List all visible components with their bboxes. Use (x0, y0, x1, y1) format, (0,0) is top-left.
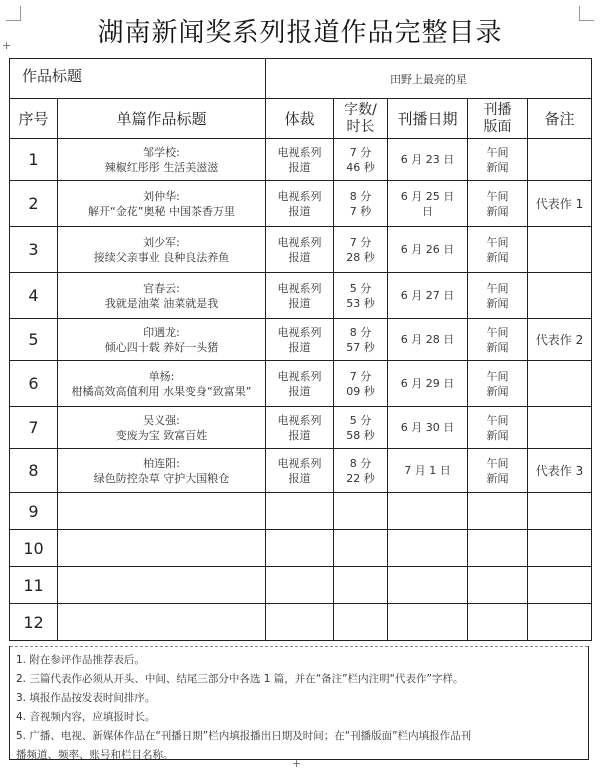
row-title[interactable] (58, 181, 266, 227)
row-seq[interactable]: 10 (10, 530, 58, 567)
row-title[interactable] (58, 139, 266, 181)
row-date-line1: 6 月 27 日 (400, 289, 455, 302)
row-date-line1: 6 月 28 日 (400, 333, 455, 346)
row-length-line2: 57 秒 (346, 340, 375, 354)
row-title-line2: 辣椒红彤彤 生活美滋滋 (104, 160, 219, 174)
row-slot[interactable] (468, 567, 528, 604)
row-title-line2: 接续父亲事业 良种良法养鱼 (93, 250, 230, 264)
header-row (10, 99, 592, 139)
row-genre[interactable] (266, 407, 334, 449)
row-slot[interactable] (468, 273, 528, 319)
row-length[interactable] (334, 604, 388, 641)
row-genre[interactable] (266, 449, 334, 493)
table-add-row-icon[interactable]: + (292, 757, 302, 770)
work-title-row (10, 59, 592, 99)
row-length[interactable] (334, 407, 388, 449)
note-line: 1. 附在参评作品推荐表后。 (16, 654, 145, 666)
row-slot[interactable] (468, 361, 528, 407)
catalog-table (9, 58, 592, 641)
row-date-line1: 6 月 25 日 (400, 189, 455, 203)
row-slot-line1: 午间 (486, 456, 509, 470)
table-move-handle-icon[interactable]: + (2, 39, 12, 52)
table-row (10, 273, 592, 319)
row-seq[interactable]: 2 (10, 181, 58, 227)
row-genre-line2: 报道 (288, 384, 311, 398)
row-remark[interactable] (528, 227, 592, 273)
note-line: 4. 音视频内容，应填报时长。 (16, 711, 156, 723)
header-remark: 备注 (528, 99, 592, 139)
row-length-line2: 53 秒 (346, 296, 375, 310)
row-remark[interactable]: 代表作 1 (528, 181, 592, 227)
row-remark[interactable]: 代表作 3 (528, 449, 592, 493)
row-length-line2: 28 秒 (346, 250, 375, 264)
header-slot-line2: 版面 (483, 118, 512, 135)
row-genre[interactable] (266, 227, 334, 273)
row-length[interactable] (334, 361, 388, 407)
row-length-line1: 5 分 (349, 281, 372, 295)
header-slot-line1: 刊播 (483, 101, 512, 118)
row-date-line1: 7 月 1 日 (404, 464, 451, 477)
table-row (10, 227, 592, 273)
row-length[interactable] (334, 449, 388, 493)
row-title[interactable] (58, 407, 266, 449)
row-genre[interactable] (266, 567, 334, 604)
page-title: 湖南新闻奖系列报道作品完整目录 (97, 18, 503, 48)
row-slot-line2: 新闻 (486, 250, 509, 264)
row-remark[interactable] (528, 604, 592, 641)
row-date-line1: 6 月 30 日 (400, 421, 455, 434)
row-title-line1: 吴义强: (143, 413, 180, 427)
row-slot[interactable] (468, 604, 528, 641)
table-resize-handle[interactable] (591, 398, 599, 410)
row-slot[interactable] (468, 181, 528, 227)
row-genre-line1: 电视系列 (277, 325, 322, 339)
header-piece-title: 单篇作品标题 (58, 99, 266, 139)
table-row (10, 361, 592, 407)
row-length[interactable] (334, 227, 388, 273)
note-line: 播频道、频率、账号和栏目名称。 (16, 749, 174, 761)
row-genre-line2: 报道 (288, 160, 311, 174)
row-seq[interactable]: 3 (10, 227, 58, 273)
note-line: 3. 填报作品按发表时间排序。 (16, 692, 156, 704)
row-genre[interactable] (266, 181, 334, 227)
row-length[interactable] (334, 181, 388, 227)
row-date[interactable] (388, 493, 468, 530)
row-remark[interactable] (528, 273, 592, 319)
row-genre-line1: 电视系列 (277, 145, 322, 159)
row-seq[interactable]: 5 (10, 319, 58, 361)
row-length-line2: 22 秒 (346, 471, 375, 485)
row-genre-line2: 报道 (288, 296, 311, 310)
work-title-label: 作品标题 (22, 67, 83, 85)
row-genre-line1: 电视系列 (277, 189, 322, 203)
row-title[interactable] (58, 530, 266, 567)
row-date[interactable] (388, 139, 468, 181)
row-seq[interactable]: 4 (10, 273, 58, 319)
row-slot[interactable] (468, 530, 528, 567)
row-seq[interactable]: 11 (10, 567, 58, 604)
row-title[interactable] (58, 449, 266, 493)
header-seq: 序号 (10, 99, 58, 139)
row-slot-line1: 午间 (486, 413, 509, 427)
table-row (10, 139, 592, 181)
table-row-empty (10, 604, 592, 641)
row-title-line2: 柑橘高效高值利用 水果变身“致富果” (71, 384, 252, 398)
row-length-line2: 7 秒 (349, 204, 372, 218)
row-slot[interactable] (468, 449, 528, 493)
notes-divider (10, 646, 588, 647)
row-remark[interactable]: 代表作 2 (528, 319, 592, 361)
row-slot-line1: 午间 (486, 235, 509, 249)
row-date-line1: 6 月 29 日 (400, 377, 455, 390)
row-length-line1: 8 分 (349, 456, 372, 470)
row-slot-line2: 新闻 (486, 204, 509, 218)
row-slot[interactable] (468, 407, 528, 449)
row-title-line2: 我就是油菜 油菜就是我 (104, 296, 219, 310)
row-genre-line1: 电视系列 (277, 413, 322, 427)
row-seq[interactable]: 6 (10, 361, 58, 407)
row-title[interactable] (58, 604, 266, 641)
row-length[interactable] (334, 567, 388, 604)
notes-section (9, 646, 589, 760)
row-length-line1: 7 分 (349, 369, 372, 383)
row-length[interactable] (334, 273, 388, 319)
row-remark[interactable] (528, 407, 592, 449)
row-title[interactable] (58, 493, 266, 530)
work-title-label-cell (10, 59, 266, 99)
row-date-line2: 日 (422, 204, 434, 218)
row-slot[interactable] (468, 227, 528, 273)
row-title[interactable] (58, 361, 266, 407)
row-title-line1: 官春云: (143, 281, 180, 295)
row-slot-line1: 午间 (486, 281, 509, 295)
row-date[interactable] (388, 604, 468, 641)
row-date[interactable] (388, 407, 468, 449)
row-slot-line2: 新闻 (486, 384, 509, 398)
row-length-line1: 8 分 (349, 325, 372, 339)
row-title-line1: 柏连阳: (143, 456, 180, 470)
table-row (10, 319, 592, 361)
row-length-line1: 8 分 (349, 189, 372, 203)
row-genre[interactable] (266, 361, 334, 407)
row-date[interactable] (388, 361, 468, 407)
row-seq[interactable]: 1 (10, 139, 58, 181)
row-genre-line1: 电视系列 (277, 281, 322, 295)
row-date[interactable] (388, 530, 468, 567)
row-genre-line1: 电视系列 (277, 369, 322, 383)
row-title-line1: 单杨: (148, 369, 175, 383)
row-title[interactable] (58, 273, 266, 319)
row-date[interactable] (388, 319, 468, 361)
row-length-line1: 7 分 (349, 235, 372, 249)
row-date-line1: 6 月 26 日 (400, 243, 455, 256)
row-slot-line2: 新闻 (486, 340, 509, 354)
row-slot-line2: 新闻 (486, 160, 509, 174)
row-remark[interactable] (528, 139, 592, 181)
table-row (10, 407, 592, 449)
row-title-line1: 邹学校: (143, 145, 180, 159)
row-genre[interactable] (266, 319, 334, 361)
row-title-line1: 刘仲华: (143, 189, 180, 203)
row-slot[interactable] (468, 493, 528, 530)
row-date[interactable] (388, 227, 468, 273)
row-length[interactable] (334, 530, 388, 567)
row-slot[interactable] (468, 139, 528, 181)
row-title[interactable] (58, 567, 266, 604)
row-genre-line2: 报道 (288, 340, 311, 354)
row-seq[interactable]: 8 (10, 449, 58, 493)
row-seq[interactable]: 7 (10, 407, 58, 449)
row-genre-line2: 报道 (288, 428, 311, 442)
row-slot-line1: 午间 (486, 369, 509, 383)
row-genre-line2: 报道 (288, 471, 311, 485)
work-title-value: 田野上最亮的星 (390, 72, 468, 86)
row-slot-line1: 午间 (486, 325, 509, 339)
row-length[interactable] (334, 493, 388, 530)
row-slot-line1: 午间 (486, 189, 509, 203)
row-genre[interactable] (266, 604, 334, 641)
table-row-empty (10, 567, 592, 604)
row-title-line2: 解开“金花”奥秘 中国茶香万里 (88, 204, 235, 218)
row-date[interactable] (388, 567, 468, 604)
row-title-line1: 刘少军: (143, 235, 180, 249)
row-title-line1: 印遇龙: (143, 325, 180, 339)
header-length-line1: 字数/ (344, 101, 377, 118)
row-slot-line2: 新闻 (486, 296, 509, 310)
row-seq[interactable]: 9 (10, 493, 58, 530)
row-slot-line2: 新闻 (486, 471, 509, 485)
note-line: 5. 广播、电视、新媒体作品在“刊播日期”栏内填报播出日期及时间；在“刊播版面”栏内填报作品刊 (16, 730, 472, 742)
row-length-line1: 7 分 (349, 145, 372, 159)
row-length-line2: 09 秒 (346, 384, 375, 398)
row-date-line1: 6 月 23 日 (400, 153, 455, 166)
row-seq[interactable]: 12 (10, 604, 58, 641)
row-title[interactable] (58, 319, 266, 361)
row-slot-line2: 新闻 (486, 428, 509, 442)
table-row-empty (10, 530, 592, 567)
row-title[interactable] (58, 227, 266, 273)
row-length[interactable] (334, 139, 388, 181)
note-line: 2. 三篇代表作必须从开头、中间、结尾三部分中各选 1 篇，并在“备注”栏内注明“代表作”字样。 (16, 673, 464, 685)
header-length-line2: 时长 (346, 118, 375, 135)
row-length-line1: 5 分 (349, 413, 372, 427)
row-length-line2: 58 秒 (346, 428, 375, 442)
table-row-empty (10, 493, 592, 530)
table-row (10, 181, 592, 227)
row-genre-line2: 报道 (288, 204, 311, 218)
row-genre-line1: 电视系列 (277, 456, 322, 470)
row-genre[interactable] (266, 139, 334, 181)
row-length[interactable] (334, 319, 388, 361)
work-title-value-cell[interactable] (266, 59, 592, 99)
row-slot[interactable] (468, 319, 528, 361)
row-date[interactable] (388, 273, 468, 319)
row-genre[interactable] (266, 493, 334, 530)
header-length (334, 99, 388, 139)
row-remark[interactable] (528, 361, 592, 407)
row-date[interactable] (388, 181, 468, 227)
header-slot (468, 99, 528, 139)
row-title-line2: 变废为宝 致富百姓 (115, 428, 208, 442)
table-row (10, 449, 592, 493)
row-genre-line1: 电视系列 (277, 235, 322, 249)
row-remark[interactable] (528, 567, 592, 604)
row-genre-line2: 报道 (288, 250, 311, 264)
row-genre[interactable] (266, 273, 334, 319)
row-remark[interactable] (528, 493, 592, 530)
row-slot-line1: 午间 (486, 145, 509, 159)
row-remark[interactable] (528, 530, 592, 567)
row-title-line2: 绿色防控杂草 守护大国粮仓 (93, 471, 230, 485)
row-genre[interactable] (266, 530, 334, 567)
header-date: 刊播日期 (388, 99, 468, 139)
row-length-line2: 46 秒 (346, 160, 375, 174)
row-title-line2: 倾心四十载 养好一头猪 (104, 340, 219, 354)
row-date[interactable] (388, 449, 468, 493)
header-genre: 体裁 (266, 99, 334, 139)
